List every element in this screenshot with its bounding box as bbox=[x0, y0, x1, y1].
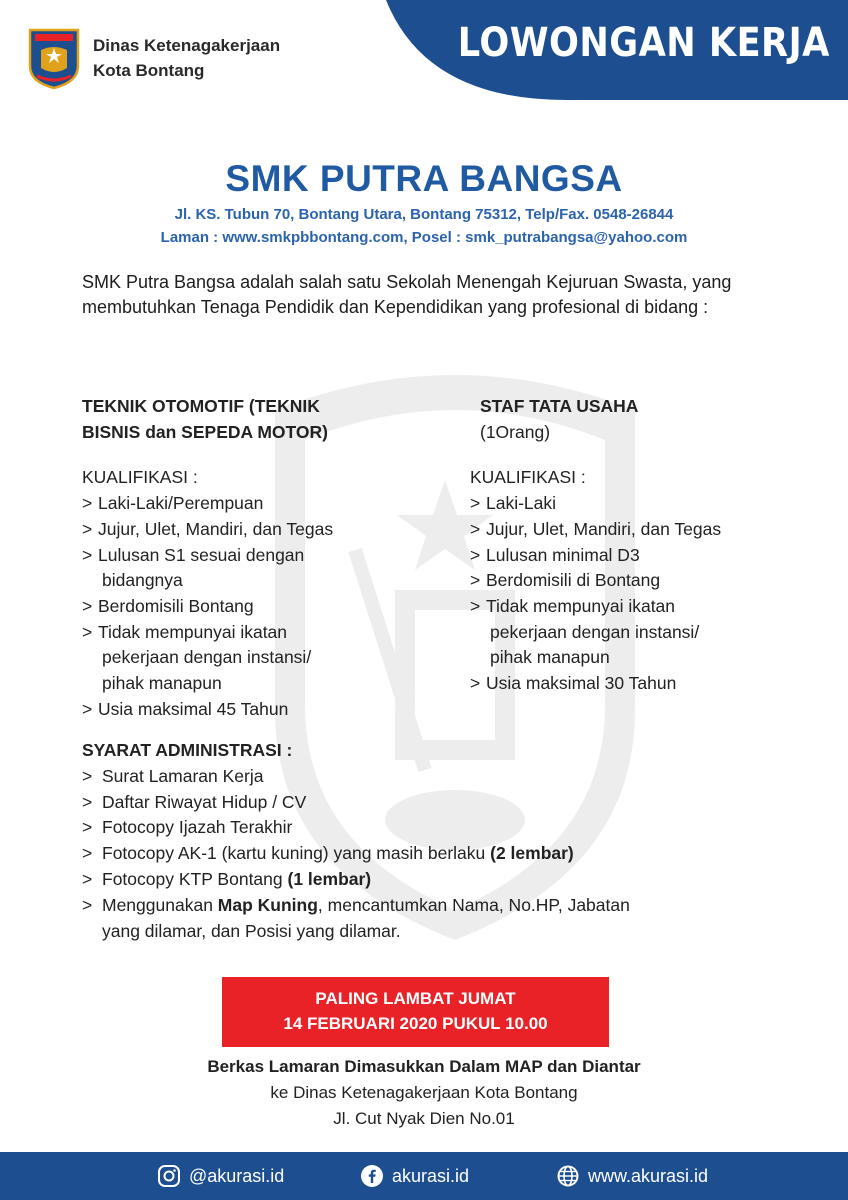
list-item: > Jujur, Ulet, Mandiri, dan Tegas bbox=[470, 517, 800, 543]
list-item: > Berdomisili di Bontang bbox=[470, 568, 800, 594]
qualification-title: KUALIFIKASI : bbox=[82, 467, 198, 488]
admin-list bbox=[82, 764, 772, 945]
list-item: > Fotocopy KTP Bontang (1 lembar) bbox=[82, 867, 772, 893]
list-item: > Daftar Riwayat Hidup / CV bbox=[82, 790, 772, 816]
list-item: > Berdomisili Bontang bbox=[82, 594, 412, 620]
instagram-icon bbox=[157, 1164, 181, 1188]
qualification-title: KUALIFIKASI : bbox=[470, 467, 586, 488]
list-item: > Lulusan minimal D3 bbox=[470, 543, 800, 569]
list-item: > Usia maksimal 45 Tahun bbox=[82, 697, 412, 723]
instagram-link[interactable]: @akurasi.id bbox=[157, 1164, 284, 1188]
qualification-list bbox=[82, 491, 412, 722]
website-link[interactable]: www.akurasi.id bbox=[556, 1164, 708, 1188]
agency-line-1: Dinas Ketenagakerjaan bbox=[93, 36, 281, 55]
footer bbox=[0, 1152, 848, 1200]
school-address: Jl. KS. Tubun 70, Bontang Utara, Bontang 75312, Telp/Fax. 0548-26844 bbox=[174, 206, 674, 223]
admin-requirements bbox=[82, 738, 772, 944]
school-name: SMK PUTRA BANGSA bbox=[225, 158, 623, 199]
deadline-box bbox=[222, 977, 609, 1047]
position-title: STAF TATA USAHA bbox=[480, 396, 639, 416]
list-item: > Tidak mempunyai ikatan pekerjaan dengan instansi/ pihak manapun bbox=[82, 620, 412, 697]
deadline-line-2: 14 FEBRUARI 2020 PUKUL 10.00 bbox=[283, 1014, 548, 1033]
list-item: > Fotocopy Ijazah Terakhir bbox=[82, 815, 772, 841]
position-title-line-1: TEKNIK OTOMOTIF (TEKNIK bbox=[82, 396, 320, 416]
facebook-link[interactable]: akurasi.id bbox=[360, 1164, 469, 1188]
position-tata-usaha bbox=[470, 394, 800, 697]
city-logo bbox=[27, 26, 81, 90]
list-item: > Surat Lamaran Kerja bbox=[82, 764, 772, 790]
list-item: > Laki-Laki/Perempuan bbox=[82, 491, 412, 517]
list-item: > Lulusan S1 sesuai dengan bidangnya bbox=[82, 543, 412, 594]
list-item: > Usia maksimal 30 Tahun bbox=[470, 671, 800, 697]
intro-paragraph: SMK Putra Bangsa adalah salah satu Sekolah Menengah Kejuruan Swasta, yang membutuhkan Tenaga Pendidik dan Kependidikan yang profesional di bidang : bbox=[82, 272, 732, 317]
admin-title: SYARAT ADMINISTRASI : bbox=[82, 740, 293, 760]
agency-name bbox=[93, 33, 280, 83]
school-website: Laman : www.smkpbbontang.com, Posel : smk_putrabangsa@yahoo.com bbox=[160, 229, 688, 246]
banner-title: LOWONGAN KERJA bbox=[457, 20, 830, 66]
submission-line-1: Berkas Lamaran Dimasukkan Dalam MAP dan Diantar bbox=[207, 1057, 641, 1076]
list-item: > Laki-Laki bbox=[470, 491, 800, 517]
position-title-line-2: BISNIS dan SEPEDA MOTOR) bbox=[82, 421, 328, 442]
globe-icon bbox=[556, 1164, 580, 1188]
agency-line-2: Kota Bontang bbox=[93, 61, 205, 80]
submission-line-3: Jl. Cut Nyak Dien No.01 bbox=[333, 1109, 515, 1128]
position-count: (1Orang) bbox=[480, 421, 551, 442]
deadline-line-1: PALING LAMBAT JUMAT bbox=[315, 989, 516, 1008]
position-otomotif bbox=[82, 394, 412, 722]
list-item: > Fotocopy AK-1 (kartu kuning) yang masih berlaku (2 lembar) bbox=[82, 841, 772, 867]
list-item: > Menggunakan Map Kuning, mencantumkan Nama, No.HP, Jabatan yang dilamar, dan Posisi yang dilamar. bbox=[82, 893, 772, 945]
list-item: > Tidak mempunyai ikatan pekerjaan dengan instansi/ pihak manapun bbox=[470, 594, 800, 671]
submission-line-2: ke Dinas Ketenagakerjaan Kota Bontang bbox=[270, 1083, 578, 1102]
qualification-list bbox=[470, 491, 800, 697]
list-item: > Jujur, Ulet, Mandiri, dan Tegas bbox=[82, 517, 412, 543]
facebook-icon bbox=[360, 1164, 384, 1188]
